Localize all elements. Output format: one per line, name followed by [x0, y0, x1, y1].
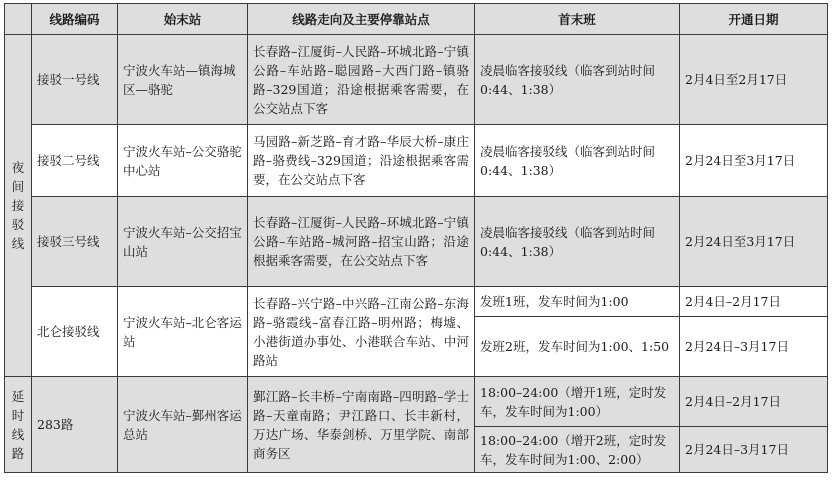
route-code: 接驳二号线 — [32, 125, 118, 197]
route-terminals: 宁波火车站–公交骆驼中心站 — [118, 125, 248, 197]
route-terminals: 宁波火车站–北仑客运站 — [118, 287, 248, 377]
route-date: 2月4日–2月17日 — [680, 287, 828, 317]
route-first-last: 18:00–24:00（增开1班，定时发车，发车时间为1:00） — [475, 377, 680, 427]
group-extended-cell — [5, 377, 32, 473]
table-row — [5, 287, 828, 317]
route-stops: 长春路–江厦街–人民路–环城北路–宁镇公路–车站路–聪园路–大西门路–镇骆路–329国道；沿途根据乘客需要，在公交站点下客 — [248, 35, 475, 125]
route-terminals: 宁波火车站–鄞州客运总站 — [118, 377, 248, 473]
header-code: 线路编码 — [32, 4, 118, 35]
route-code: 283路 — [32, 377, 118, 473]
table-row — [5, 125, 828, 197]
route-date: 2月24日–3月17日 — [680, 427, 828, 473]
route-stops: 长春路–江厦街–人民路–环城北路–宁镇公路–车站路–城河路–招宝山路；沿途根据乘客需要，在公交站点下客 — [248, 197, 475, 287]
header-row — [5, 4, 828, 35]
route-date: 2月24日–3月17日 — [680, 317, 828, 377]
table-row — [5, 35, 828, 125]
header-first-last: 首末班 — [475, 4, 680, 35]
table-row — [5, 197, 828, 287]
route-first-last: 凌晨临客接驳线（临客到站时间0:44、1:38） — [475, 125, 680, 197]
group-extended-label: 延时线路 — [11, 388, 25, 461]
route-date: 2月4日至2月17日 — [680, 35, 828, 125]
route-code: 接驳一号线 — [32, 35, 118, 125]
route-terminals: 宁波火车站–公交招宝山站 — [118, 197, 248, 287]
route-first-last: 发班2班，发车时间为1:00、1:50 — [475, 317, 680, 377]
group-night-label: 夜间接驳线 — [11, 160, 25, 251]
route-first-last: 18:00–24:00（增开2班，定时发车，发车时间为1:00、2:00） — [475, 427, 680, 473]
group-night-cell — [5, 35, 32, 377]
route-code: 接驳三号线 — [32, 197, 118, 287]
table-row — [5, 377, 828, 427]
route-first-last: 发班1班，发车时间为1:00 — [475, 287, 680, 317]
route-stops: 马园路–新芝路–育才路–华辰大桥–康庄路–骆费线–329国道；沿途根据乘客需要，在公交站点下客 — [248, 125, 475, 197]
route-code: 北仑接驳线 — [32, 287, 118, 377]
route-terminals: 宁波火车站—镇海城区—骆驼 — [118, 35, 248, 125]
header-route: 线路走向及主要停靠站点 — [248, 4, 475, 35]
route-date: 2月24日至3月17日 — [680, 125, 828, 197]
route-first-last: 凌晨临客接驳线（临客到站时间0:44、1:38） — [475, 197, 680, 287]
route-stops: 鄞江路–长丰桥–宁南南路–四明路–学士路–天童南路；尹江路口、长丰新村，万达广场、华泰剑桥、万里学院、南部商务区 — [248, 377, 475, 473]
header-terminals: 始末站 — [118, 4, 248, 35]
route-first-last: 凌晨临客接驳线（临客到站时间0:44、1:38） — [475, 35, 680, 125]
table-wrapper — [4, 3, 828, 473]
route-stops: 长春路–兴宁路–中兴路–江南公路–东海路–骆霞线–富春江路–明州路；梅墟、小港街道办事处、小港联合车站、中河路站 — [248, 287, 475, 377]
header-group — [5, 4, 32, 35]
bus-routes-table — [4, 3, 828, 473]
header-date: 开通日期 — [680, 4, 828, 35]
route-date: 2月24日至3月17日 — [680, 197, 828, 287]
route-date: 2月4日–2月17日 — [680, 377, 828, 427]
